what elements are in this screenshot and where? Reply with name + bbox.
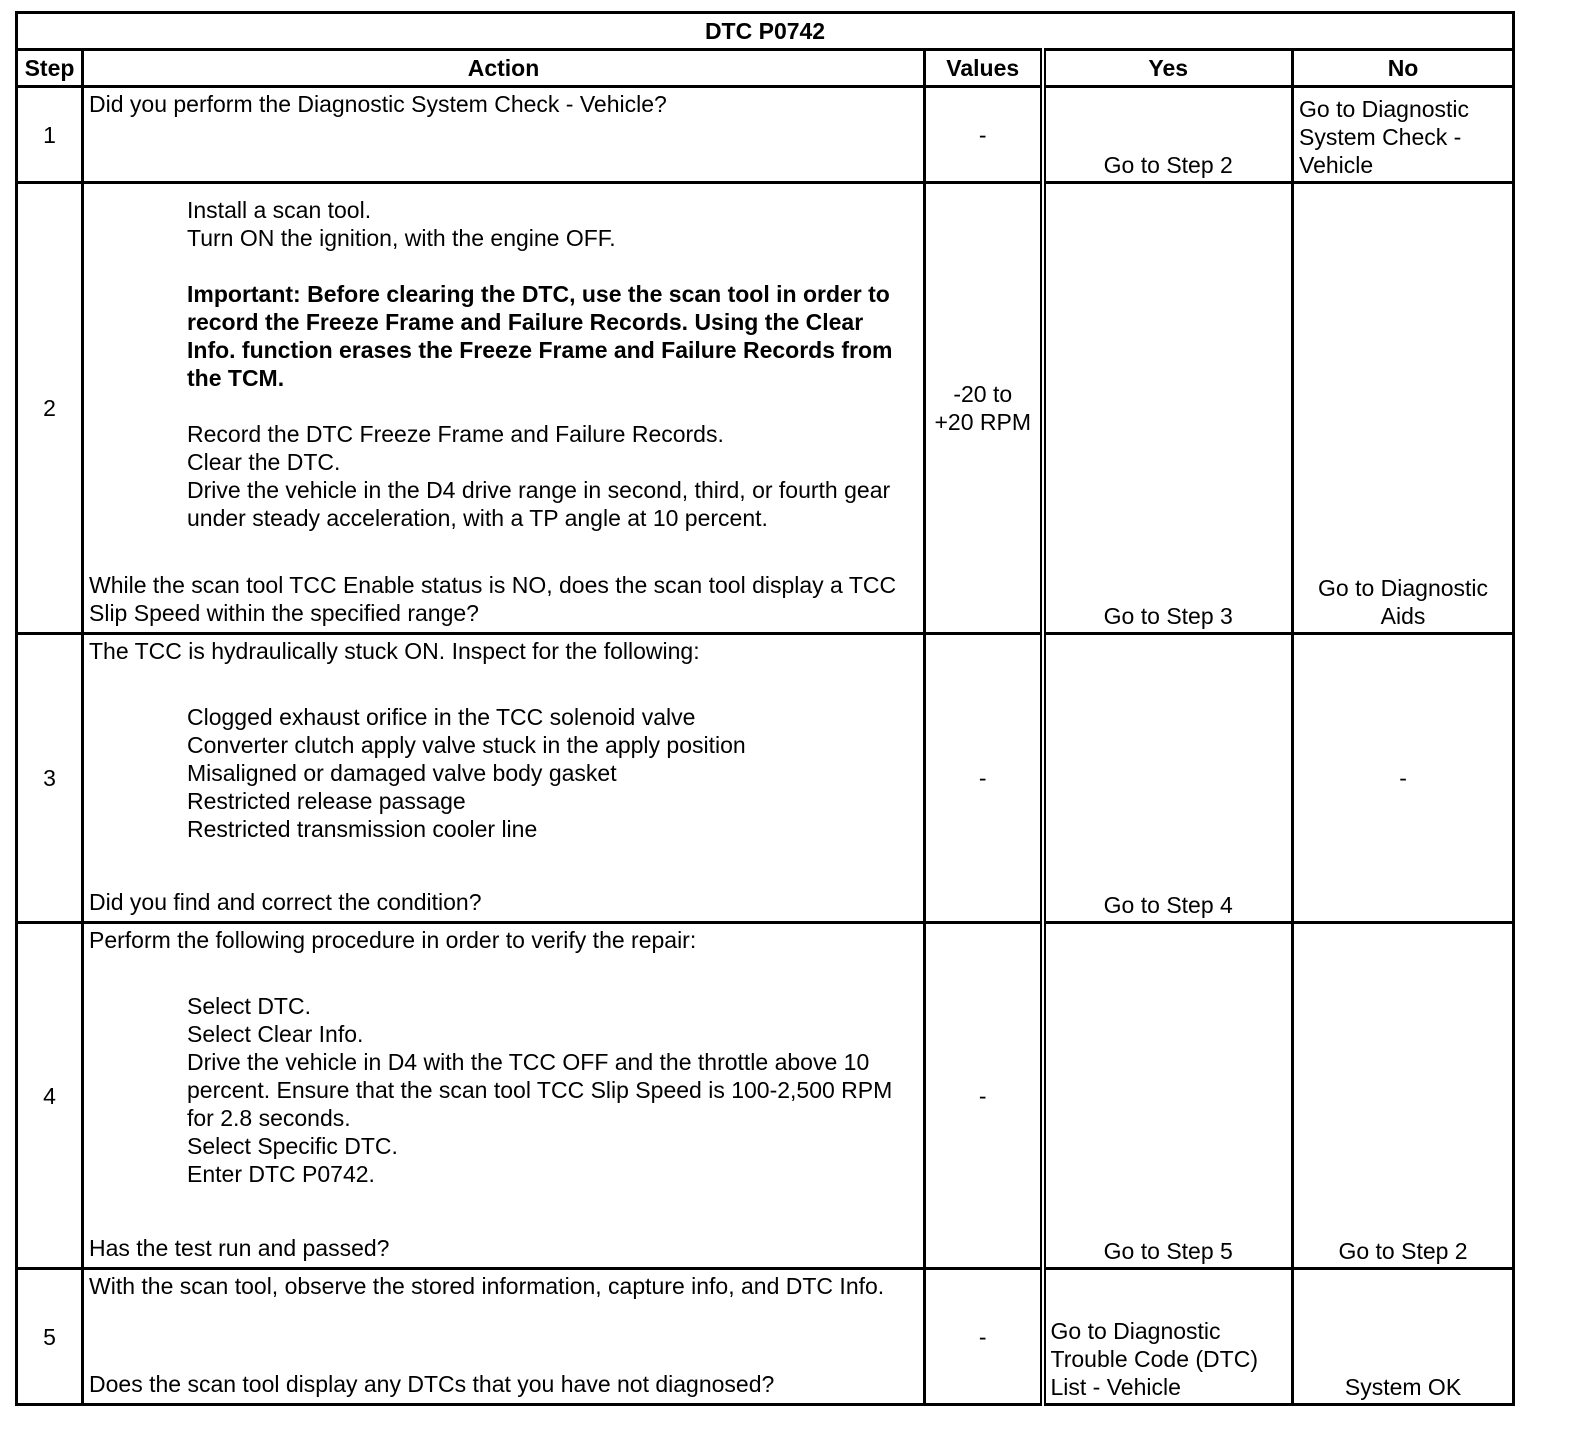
no-cell: - bbox=[1293, 634, 1514, 923]
table-row-step-2 bbox=[17, 183, 1514, 634]
action-item: Clogged exhaust orifice in the TCC solenoid valve bbox=[187, 704, 696, 730]
no-cell: Go to Diagnostic Aids bbox=[1293, 183, 1514, 634]
no-cell: Go to Diagnostic System Check - Vehicle bbox=[1293, 87, 1514, 183]
step-number: 1 bbox=[17, 87, 83, 183]
table-row-step-4 bbox=[17, 923, 1514, 1269]
action-item: Enter DTC P0742. bbox=[187, 1161, 375, 1187]
action-item: Select Clear Info. bbox=[187, 1021, 364, 1047]
action-item: Restricted release passage bbox=[187, 788, 466, 814]
action-item: Clear the DTC. bbox=[187, 449, 341, 475]
action-cell bbox=[83, 634, 925, 923]
action-question: While the scan tool TCC Enable status is NO, does the scan tool display a TCC Slip Speed within the specified range? bbox=[89, 572, 903, 626]
value-cell: - bbox=[925, 87, 1043, 183]
table-row-step-3 bbox=[17, 634, 1514, 923]
action-intro: The TCC is hydraulically stuck ON. Inspect for the following: bbox=[89, 638, 700, 664]
action-cell bbox=[83, 183, 925, 634]
action-item: Turn ON the ignition, with the engine OFF. bbox=[187, 225, 616, 251]
no-cell: System OK bbox=[1293, 1269, 1514, 1405]
action-question: Has the test run and passed? bbox=[89, 1235, 390, 1261]
value-cell: - bbox=[925, 1269, 1043, 1405]
action-item: Record the DTC Freeze Frame and Failure Records. bbox=[187, 421, 724, 447]
action-cell bbox=[83, 87, 925, 183]
action-item: Select Specific DTC. bbox=[187, 1133, 398, 1159]
action-question: Did you perform the Diagnostic System Check - Vehicle? bbox=[89, 91, 667, 117]
yes-cell: Go to Step 3 bbox=[1043, 183, 1293, 634]
step-number: 5 bbox=[17, 1269, 83, 1405]
no-cell: Go to Step 2 bbox=[1293, 923, 1514, 1269]
header-no: No bbox=[1293, 50, 1514, 87]
header-yes: Yes bbox=[1043, 50, 1293, 87]
table-row-step-5 bbox=[17, 1269, 1514, 1405]
action-cell bbox=[83, 1269, 925, 1405]
yes-cell: Go to Step 5 bbox=[1043, 923, 1293, 1269]
action-cell bbox=[83, 923, 925, 1269]
action-item: Select DTC. bbox=[187, 993, 311, 1019]
yes-cell: Go to Step 2 bbox=[1043, 87, 1293, 183]
action-item: Converter clutch apply valve stuck in the apply position bbox=[187, 732, 746, 758]
yes-cell: Go to Diagnostic Trouble Code (DTC) List - Vehicle bbox=[1043, 1269, 1293, 1405]
action-intro: With the scan tool, observe the stored information, capture info, and DTC Info. bbox=[89, 1273, 885, 1299]
header-values: Values bbox=[925, 50, 1043, 87]
important-note: Important: Before clearing the DTC, use the scan tool in order to record the Freeze Frame and Failure Records. Using the Clear Info. function erases the Freeze Frame and Failure Records from the TCM. bbox=[187, 281, 899, 391]
step-number: 2 bbox=[17, 183, 83, 634]
header-step: Step bbox=[17, 50, 83, 87]
action-item: Misaligned or damaged valve body gasket bbox=[187, 760, 617, 786]
table-title: DTC P0742 bbox=[17, 13, 1514, 50]
yes-cell: Go to Step 4 bbox=[1043, 634, 1293, 923]
step-number: 3 bbox=[17, 634, 83, 923]
action-item: Install a scan tool. bbox=[187, 197, 372, 223]
value-cell: -20 to +20 RPM bbox=[925, 183, 1043, 634]
header-action: Action bbox=[83, 50, 925, 87]
value-cell: - bbox=[925, 923, 1043, 1269]
dtc-diagnostic-table bbox=[15, 11, 1515, 1406]
table-row-step-1 bbox=[17, 87, 1514, 183]
action-intro: Perform the following procedure in order to verify the repair: bbox=[89, 927, 697, 953]
value-cell: - bbox=[925, 634, 1043, 923]
step-number: 4 bbox=[17, 923, 83, 1269]
action-item: Drive the vehicle in D4 with the TCC OFF and the throttle above 10 percent. Ensure that the scan tool TCC Slip Speed is 100-2,500 RPM for 2.8 seconds. bbox=[187, 1049, 899, 1131]
action-question: Does the scan tool display any DTCs that you have not diagnosed? bbox=[89, 1371, 775, 1397]
action-question: Did you find and correct the condition? bbox=[89, 889, 482, 915]
action-item: Restricted transmission cooler line bbox=[187, 816, 538, 842]
action-item: Drive the vehicle in the D4 drive range in second, third, or fourth gear under steady acceleration, with a TP angle at 10 percent. bbox=[187, 477, 897, 531]
